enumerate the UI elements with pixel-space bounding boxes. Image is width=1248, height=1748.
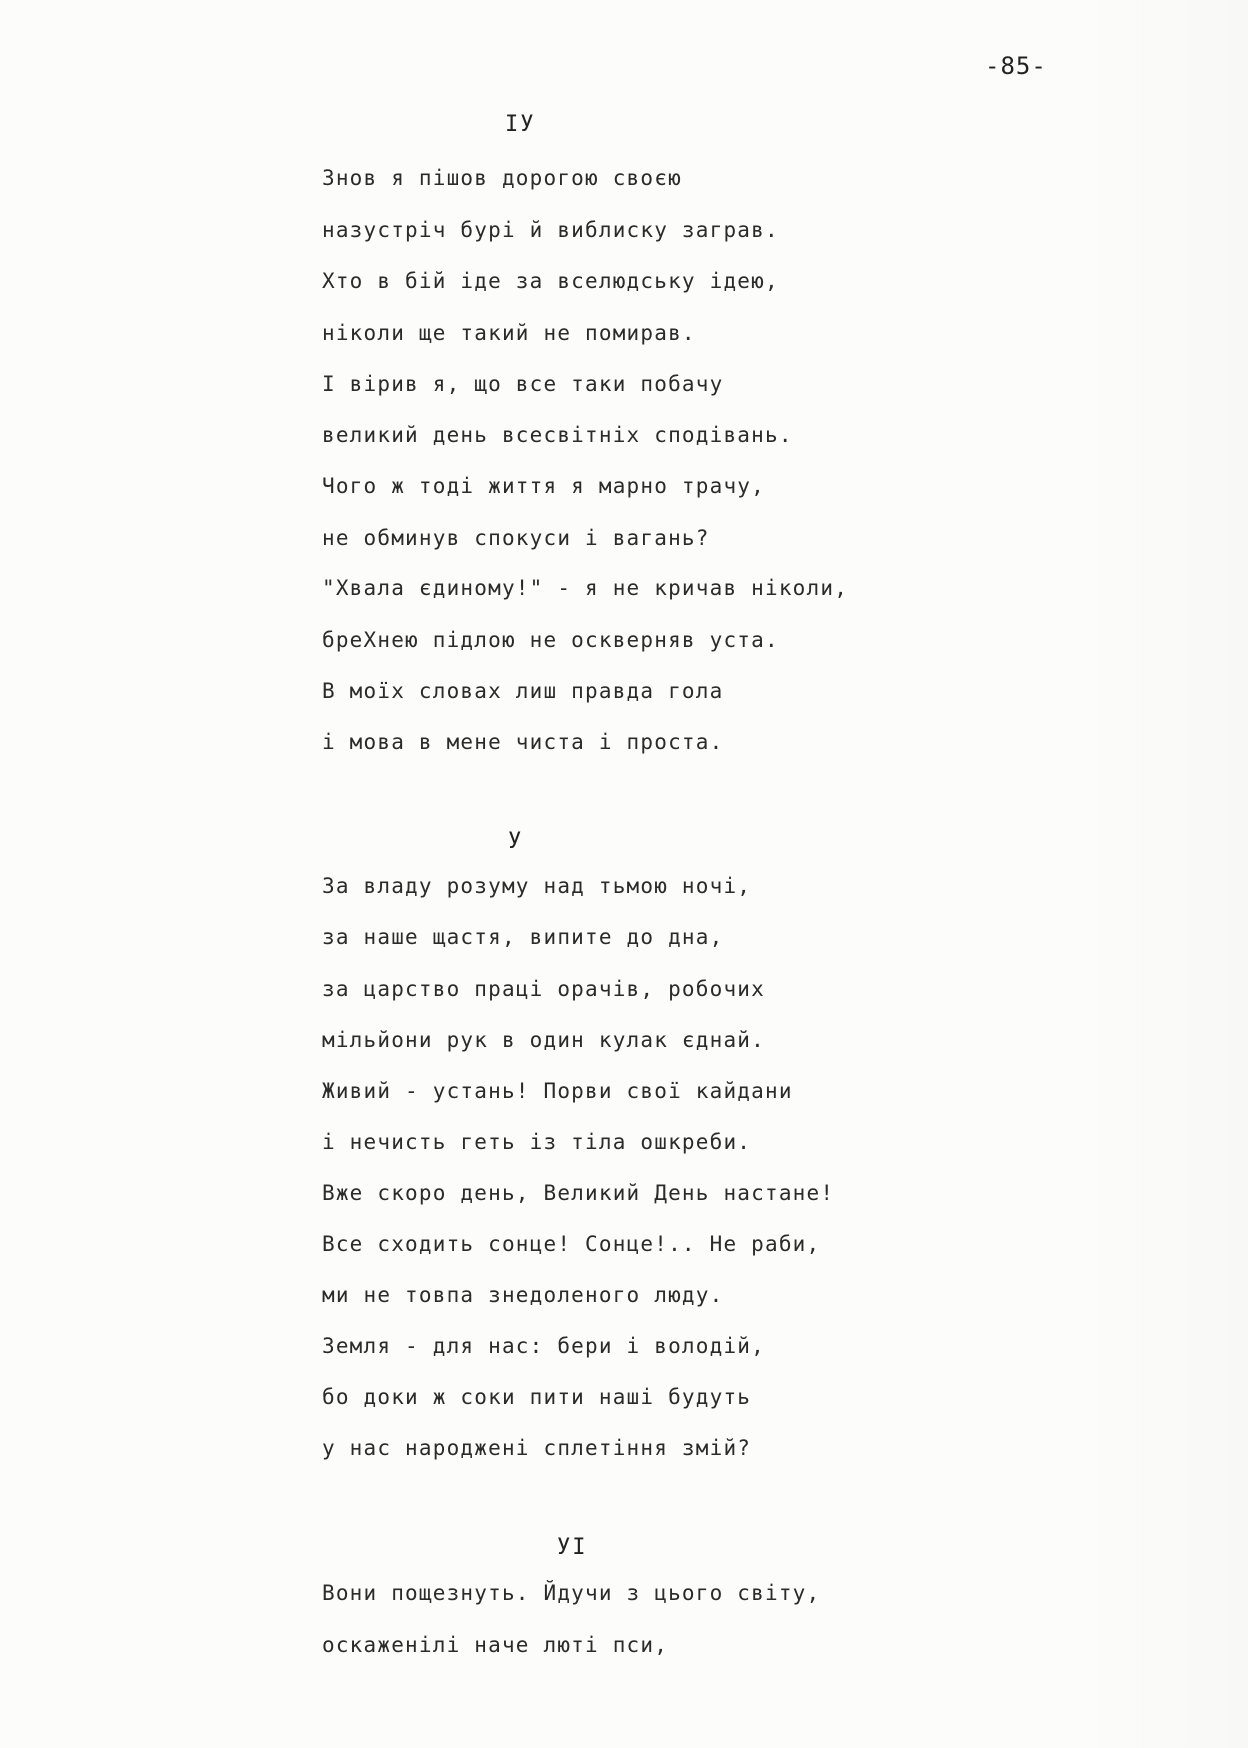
poem-line: ми не товпа знедоленого люду. [322, 1283, 724, 1307]
poem-line: за царство праці орачів, робочих [322, 977, 765, 1001]
poem-line: І вірив я, що все таки побачу [322, 372, 724, 396]
section-heading: У [508, 829, 524, 854]
poem-line: оскаженілі наче люті пси, [322, 1633, 669, 1657]
poem-line: Хто в бій іде за вселюдську ідею, [322, 269, 779, 293]
poem-line: За владу розуму над тьмою ночі, [322, 874, 752, 898]
poem-line: мільйони рук в один кулак єднай. [322, 1028, 765, 1052]
poem-line: і мова в мене чиста і проста. [322, 730, 724, 754]
poem-line: Чого ж тоді життя я марно трачу, [322, 474, 765, 498]
poem-line: і нечисть геть із тіла ошкреби. [322, 1130, 752, 1154]
paper-texture [1068, 0, 1248, 1748]
poem-line: у нас народжені сплетіння змій? [322, 1436, 752, 1460]
page-number: -85- [985, 52, 1047, 80]
poem-line: Знов я пішов дорогою своєю [322, 166, 682, 190]
poem-line: Живий - устань! Порви свої кайдани [322, 1079, 793, 1103]
poem-line: "Хвала єдиному!" - я не кричав ніколи, [322, 576, 849, 600]
poem-line: великий день всесвітніх сподівань. [322, 423, 793, 447]
poem-line: Все сходить сонце! Сонце!.. Не раби, [322, 1232, 821, 1256]
section-heading: УІ [557, 1535, 588, 1560]
poem-line: Вони пощезнуть. Йдучи з цього світу, [322, 1581, 821, 1605]
poem-line: бо доки ж соки пити наші будуть [322, 1385, 752, 1409]
section-heading: IУ [505, 112, 536, 137]
poem-line: Земля - для нас: бери і володій, [322, 1334, 765, 1358]
poem-line: не обминув спокуси і вагань? [322, 526, 710, 550]
poem-line: бреХнею підлою не оскверняв уста. [322, 628, 779, 652]
poem-line: ніколи ще такий не помирав. [322, 321, 696, 345]
poem-line: Вже скоро день, Великий День настане! [322, 1181, 835, 1205]
poem-line: В моїх словах лиш правда гола [322, 679, 724, 703]
poem-line: назустріч бурі й виблиску заграв. [322, 218, 779, 242]
poem-line: за наше щастя, випите до дна, [322, 925, 724, 949]
